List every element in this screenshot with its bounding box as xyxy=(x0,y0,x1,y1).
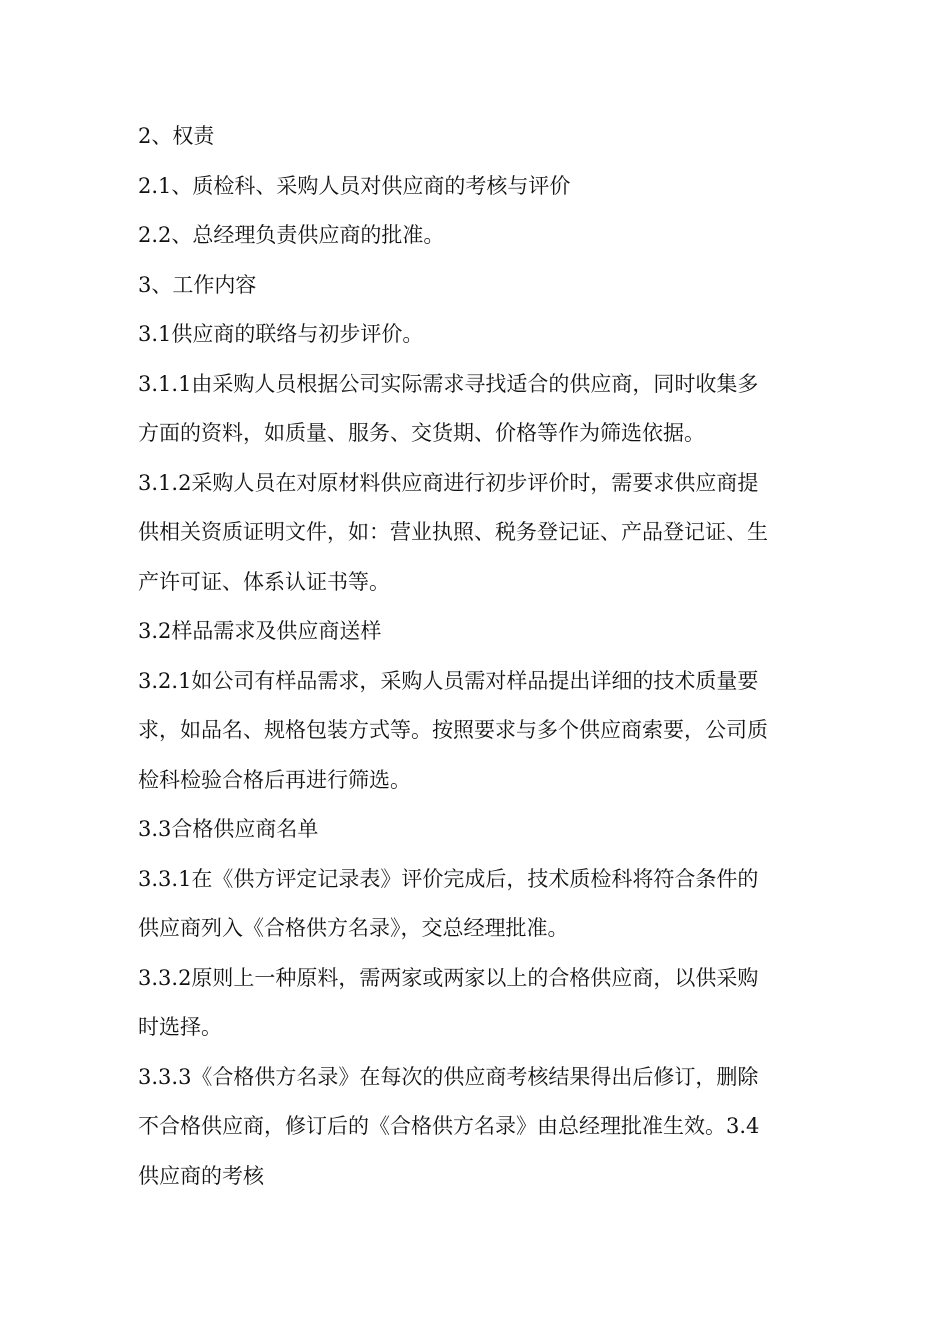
paragraph-line: 产许可证、体系认证书等。 xyxy=(138,569,390,594)
subsection-heading: 3.2样品需求及供应商送样 xyxy=(138,619,382,643)
paragraph-line: 供应商的考核 xyxy=(138,1163,264,1188)
paragraph-line: 3.1.2采购人员在对原材料供应商进行初步评价时，需要求供应商提 xyxy=(138,470,759,495)
paragraph-line: 供应商列入《合格供方名录》，交总经理批准。 xyxy=(138,916,569,940)
document-body xyxy=(138,112,818,1201)
section-heading-work-content: 3、工作内容 xyxy=(138,272,257,297)
subsection-heading: 3.1供应商的联络与初步评价。 xyxy=(138,322,424,346)
section-heading-responsibilities: 2、权责 xyxy=(138,124,215,148)
paragraph-line: 2.1、质检科、采购人员对供应商的考核与评价 xyxy=(138,173,571,198)
paragraph-line: 3.3.2原则上一种原料，需两家或两家以上的合格供应商，以供采购 xyxy=(138,965,759,990)
paragraph-line: 3.2.1如公司有样品需求，采购人员需对样品提出详细的技术质量要 xyxy=(138,668,759,693)
subsection-heading: 3.3合格供应商名单 xyxy=(138,817,319,841)
paragraph-line: 不合格供应商，修订后的《合格供方名录》由总经理批准生效。3.4 xyxy=(138,1114,760,1138)
paragraph-line: 方面的资料，如质量、服务、交货期、价格等作为筛选依据。 xyxy=(138,421,705,445)
paragraph-line: 时选择。 xyxy=(138,1015,222,1039)
paragraph-line: 供相关资质证明文件，如：营业执照、税务登记证、产品登记证、生 xyxy=(138,520,768,544)
paragraph-line: 2.2、总经理负责供应商的批准。 xyxy=(138,223,445,247)
paragraph-line: 3.3.1在《供方评定记录表》评价完成后，技术质检科将符合条件的 xyxy=(138,866,759,891)
paragraph-line: 求，如品名、规格包装方式等。按照要求与多个供应商索要，公司质 xyxy=(138,718,768,742)
paragraph-line: 3.1.1由采购人员根据公司实际需求寻找适合的供应商，同时收集多 xyxy=(138,371,759,396)
paragraph-line: 检科检验合格后再进行筛选。 xyxy=(138,767,411,792)
paragraph-line: 3.3.3《合格供方名录》在每次的供应商考核结果得出后修订，删除 xyxy=(138,1064,759,1089)
